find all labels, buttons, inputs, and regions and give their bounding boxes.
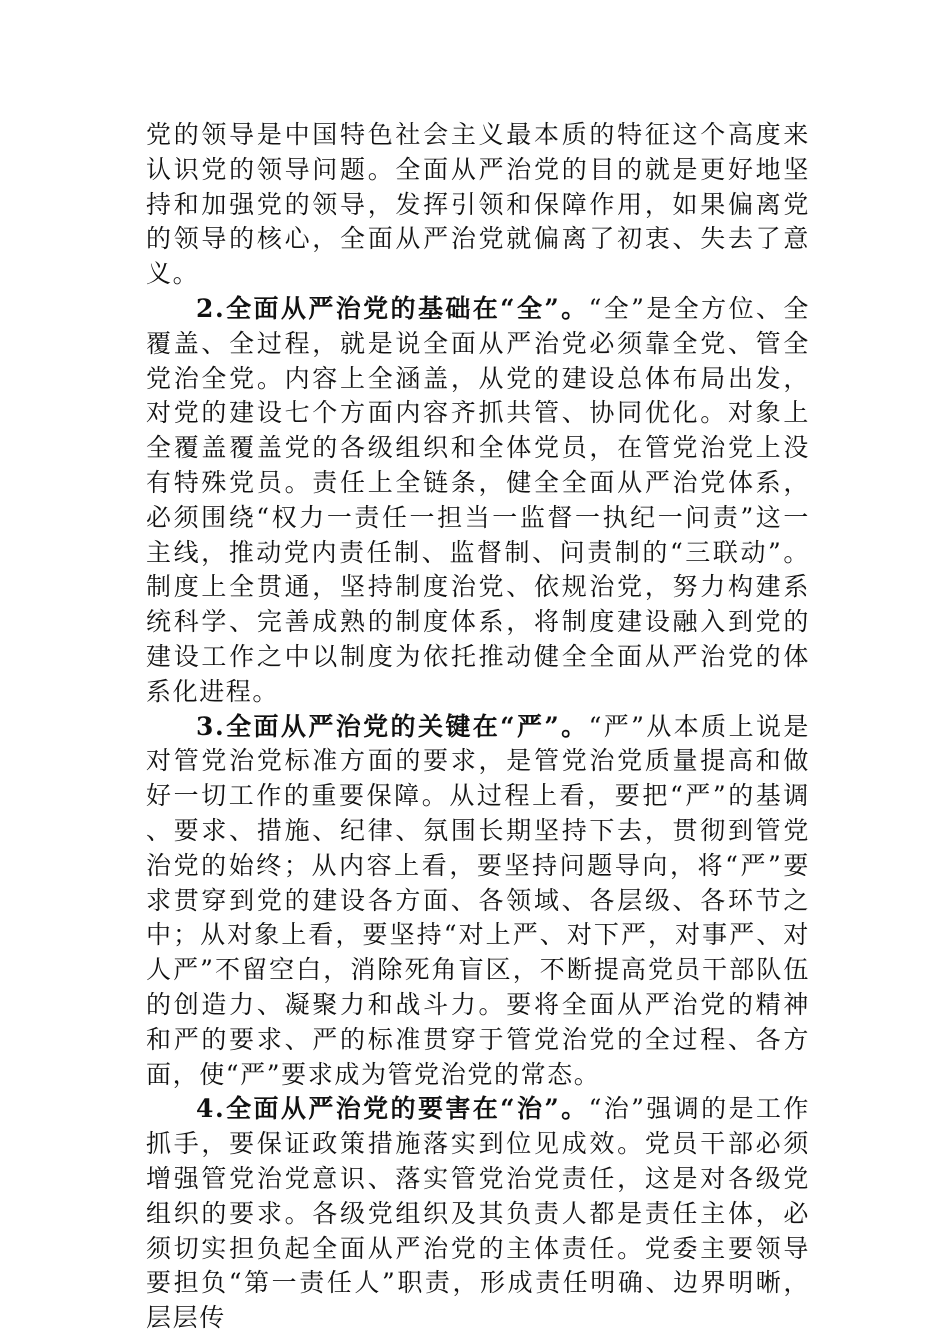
- document-body: [146, 118, 810, 1336]
- section-heading: 3.全面从严治党的关键在“严”。: [196, 711, 589, 741]
- paragraph-text: “全”是全方位、全覆盖、全过程，就是说全面从严治党必须靠全党、管全党治全党。内容上全涵盖，从党的建设总体布局出发，对党的建设七个方面内容齐抓共管、协同优化。对象上全覆盖覆盖党的各级组织和全体党员，在管党治党上没有特殊党员。责任上全链条，健全全面从严治党体系，必须围绕“权力一责任一担当一监督一执纪一问责”这一主线，推动党内责任制、监督制、问责制的“三联动”。制度上全贯通，坚持制度治党、依规治党，努力构建系统科学、完善成熟的制度体系，将制度建设融入到党的建设工作之中以制度为依托推动健全全面从严治党的体系化进程。: [146, 293, 810, 706]
- paragraph-section-2: [146, 292, 810, 710]
- paragraph-text: “严”从本质上说是对管党治党标准方面的要求，是管党治党质量提高和做好一切工作的重要保障。从过程上看，要把“严”的基调、要求、措施、纪律、氛围长期坚持下去，贯彻到管党治党的始终；从内容上看，要坚持问题导向，将“严”要求贯穿到党的建设各方面、各领域、各层级、各环节之中；从对象上看，要坚持“对上严、对下严，对事严、对人严”不留空白，消除死角盲区，不断提高党员干部队伍的创造力、凝聚力和战斗力。要将全面从严治党的精神和严的要求、严的标准贯穿于管党治党的全过程、各方面，使“严”要求成为管党治党的常态。: [146, 711, 810, 1089]
- paragraph-text: 党的领导是中国特色社会主义最本质的特征这个高度来认识党的领导问题。全面从严治党的目的就是更好地坚持和加强党的领导，发挥引领和保障作用，如果偏离党的领导的核心，全面从严治党就偏离了初衷、失去了意义。: [146, 120, 810, 289]
- paragraph-section-4: [146, 1092, 810, 1336]
- paragraph-text: “治”强调的是工作抓手，要保证政策措施落实到位见成效。党员干部必须增强管党治党意识、落实管党治党责任，这是对各级党组织的要求。各级党组织及其负责人都是责任主体，必须切实担负起全面从严治党的主体责任。党委主要领导要担负“第一责任人”职责，形成责任明确、边界明晰，层层传: [146, 1094, 810, 1333]
- paragraph-continuation: [146, 118, 810, 292]
- section-heading: 4.全面从严治党的要害在“治”。: [196, 1094, 589, 1124]
- paragraph-section-3: [146, 710, 810, 1093]
- section-heading: 2.全面从严治党的基础在“全”。: [196, 293, 589, 323]
